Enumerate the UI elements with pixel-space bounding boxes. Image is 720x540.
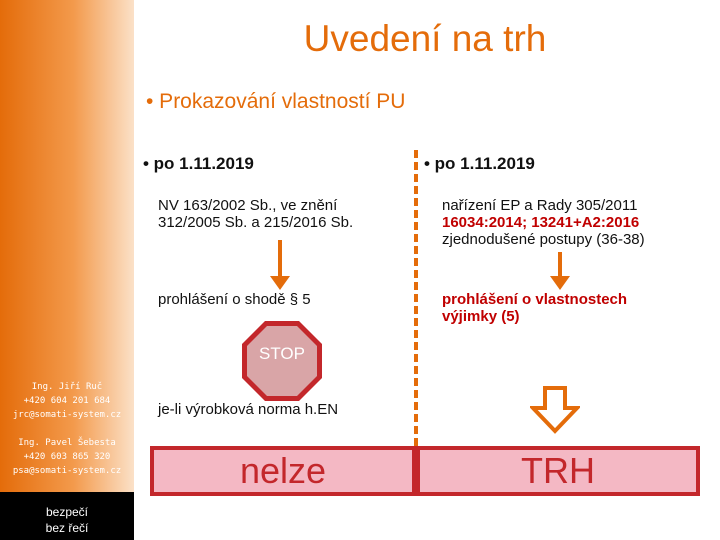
tagline [0, 504, 134, 536]
right-declaration-line-2: výjimky (5) [442, 308, 520, 325]
right-declaration [442, 291, 627, 325]
condition-text: je-li výrobková norma h.EN [158, 401, 339, 418]
left-arrow-shaft [278, 240, 282, 278]
contact-1-phone: +420 604 201 684 [23, 396, 111, 406]
left-regulation-line-1: NV 163/2002 Sb., ve znění [158, 197, 338, 214]
left-regulation [158, 197, 353, 231]
tagline-line-1: bezpečí [45, 505, 89, 519]
contact-1 [0, 380, 134, 422]
contact-1-email: jrc@somati-system.cz [12, 410, 122, 420]
contact-2-email: psa@somati-system.cz [12, 466, 122, 476]
left-declaration: prohlášení o shodě § 5 [158, 291, 311, 308]
stop-label: STOP [259, 344, 305, 363]
contact-2-name: Ing. Pavel Šebesta [18, 438, 116, 448]
result-box-trh: TRH [416, 446, 700, 496]
right-regulation-line-1: nařízení EP a Rady 305/2011 [442, 197, 638, 214]
right-arrow-head [550, 276, 570, 290]
right-regulation-line-3: zjednodušené postupy (36-38) [442, 231, 645, 248]
tagline-line-2: bez řečí [45, 521, 89, 535]
contact-2-phone: +420 603 865 320 [23, 452, 111, 462]
slide-title: Uvedení na trh [303, 18, 547, 59]
right-arrow-shaft [558, 252, 562, 278]
right-regulation-line-2: 16034:2014; 13241+A2:2016 [442, 214, 640, 231]
result-box-nelze: nelze [150, 446, 416, 496]
left-regulation-line-2: 312/2005 Sb. a 215/2016 Sb. [158, 214, 354, 231]
contact-1-name: Ing. Jiří Ruč [31, 382, 103, 392]
right-heading: • po 1.11.2019 [424, 154, 535, 173]
left-arrow-head [270, 276, 290, 290]
right-regulation [442, 197, 645, 248]
left-heading: • po 1.11.2019 [143, 154, 254, 173]
contact-2 [0, 436, 134, 478]
right-declaration-line-1: prohlášení o vlastnostech [442, 291, 628, 308]
column-divider [414, 150, 418, 470]
down-arrow-icon [530, 386, 580, 434]
slide-subtitle: • Prokazování vlastností PU [146, 90, 406, 113]
